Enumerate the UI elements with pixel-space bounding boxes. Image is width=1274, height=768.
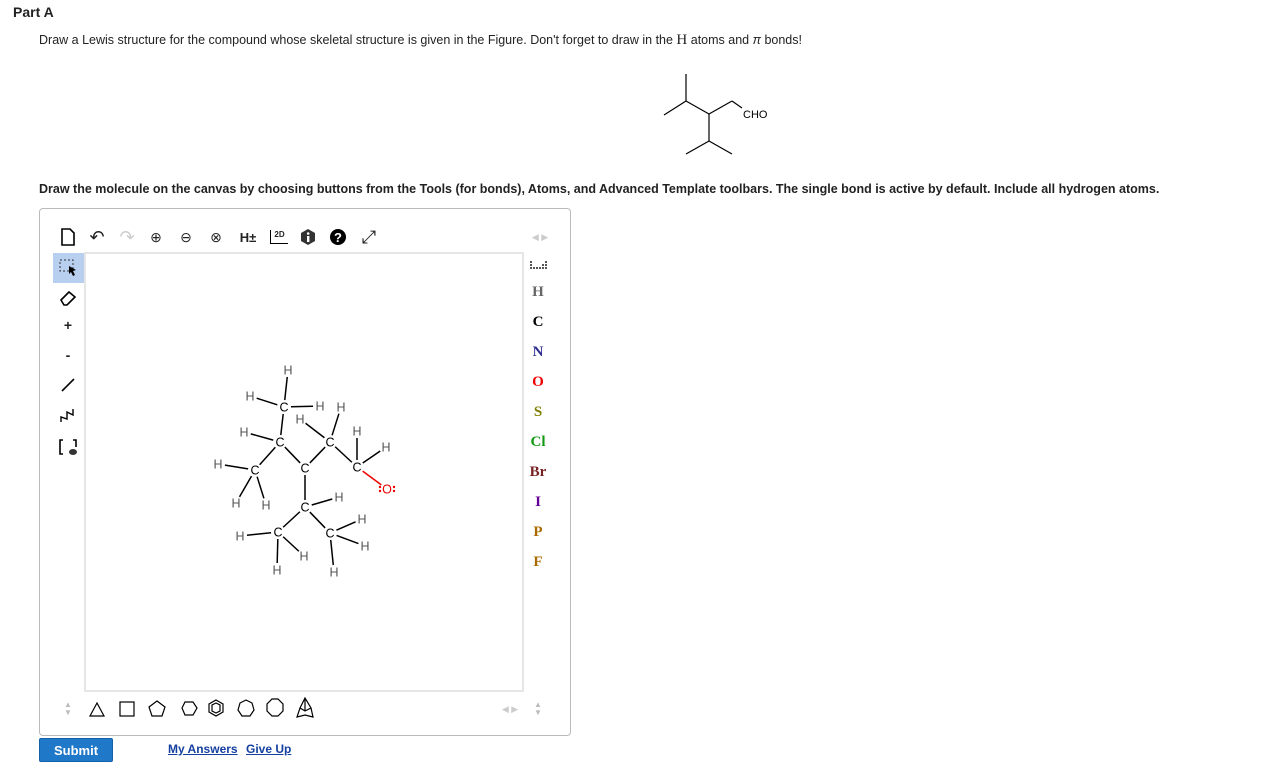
bond[interactable]: [283, 537, 299, 552]
atom-button-cl[interactable]: Cl: [530, 434, 546, 450]
zoom-reset-icon: ⊗: [210, 228, 222, 245]
hydrogen-atom[interactable]: H: [352, 424, 362, 439]
up-down-arrows-icon: ▲ ▼: [64, 700, 72, 717]
lone-pair-dot: [393, 490, 395, 492]
bond[interactable]: [337, 535, 359, 543]
bond[interactable]: [335, 447, 352, 462]
undo-icon: ↶: [89, 226, 105, 247]
hydrogen-atom[interactable]: H: [334, 490, 344, 505]
left-right-arrows-icon: ◀ ▶: [501, 703, 519, 714]
hydrogen-atom[interactable]: H: [336, 400, 346, 415]
hydrogen-atom[interactable]: H: [231, 496, 241, 511]
carbon-atom[interactable]: C: [250, 463, 260, 478]
carbon-atom[interactable]: C: [273, 525, 283, 540]
bond[interactable]: [260, 447, 276, 465]
hydrogen-atom[interactable]: H: [245, 389, 255, 404]
up-down-arrows-icon: ▲ ▼: [534, 700, 542, 717]
bond[interactable]: [257, 477, 264, 499]
bond[interactable]: [281, 414, 283, 435]
atom-button-p[interactable]: P: [533, 524, 543, 540]
carbon-atom[interactable]: C: [325, 435, 335, 450]
template-toolbar: [84, 695, 324, 721]
hydrogen-atom[interactable]: H: [235, 529, 245, 544]
atom-button-n[interactable]: N: [532, 344, 544, 360]
bond[interactable]: [310, 512, 325, 528]
carbon-atom[interactable]: C: [300, 500, 310, 515]
hydrogen-atom[interactable]: H: [239, 425, 249, 440]
zoom-in-icon: ⊕: [150, 228, 162, 245]
atom-button-h[interactable]: H: [532, 284, 544, 300]
bond[interactable]: [239, 476, 251, 497]
lewis-structure: [0, 0, 600, 700]
give-up-link[interactable]: Give Up: [246, 742, 292, 756]
instruction-text: bonds!: [760, 33, 802, 47]
hydrogen-atom[interactable]: H: [381, 440, 391, 455]
atom-button-s[interactable]: S: [533, 404, 543, 420]
carbon-atom[interactable]: C: [275, 435, 285, 450]
template-scroll-left-right[interactable]: [497, 697, 523, 721]
h-toggle-button[interactable]: H±: [239, 229, 257, 245]
cyclooctane-template[interactable]: [267, 699, 283, 716]
hydrogen-atom[interactable]: H: [213, 457, 223, 472]
instruction-pi-symbol: π: [752, 33, 761, 47]
part-title: Part A: [13, 4, 54, 20]
bond[interactable]: [251, 434, 274, 440]
cyclopentane-template[interactable]: [149, 701, 165, 716]
lone-pair-dot: [379, 486, 381, 488]
my-answers-link[interactable]: My Answers: [168, 742, 238, 756]
instruction-h-symbol: H: [676, 32, 688, 48]
clean-2d-icon: 2D: [270, 230, 287, 244]
atom-button-f[interactable]: F: [533, 554, 543, 570]
cyclopropane-template[interactable]: [90, 703, 104, 716]
bicyclo-template[interactable]: [297, 698, 313, 717]
carbon-atom[interactable]: C: [352, 460, 362, 475]
cyclohexane-template[interactable]: [182, 702, 197, 715]
bond[interactable]: [277, 539, 278, 563]
increase-charge-tool[interactable]: +: [63, 317, 73, 333]
carbon-atom[interactable]: C: [279, 400, 289, 415]
bond[interactable]: [332, 414, 339, 436]
bond[interactable]: [336, 522, 355, 530]
carbon-atom[interactable]: C: [300, 461, 310, 476]
submit-button[interactable]: Submit: [39, 738, 113, 762]
zoom-out-icon: ⊖: [180, 228, 192, 245]
bond[interactable]: [306, 423, 325, 437]
bond[interactable]: [363, 451, 380, 463]
cho-label: CHO: [743, 109, 768, 121]
hydrogen-atom[interactable]: H: [272, 563, 282, 578]
bond[interactable]: [285, 377, 287, 400]
bond[interactable]: [283, 512, 300, 527]
bond[interactable]: [257, 398, 278, 405]
hydrogen-atom[interactable]: H: [357, 512, 367, 527]
hydrogen-atom[interactable]: H: [329, 565, 339, 580]
bond[interactable]: [310, 447, 325, 463]
lone-pair-dot: [379, 490, 381, 492]
atom-scroll-up-down[interactable]: [525, 697, 551, 721]
bond[interactable]: [291, 406, 313, 407]
bond[interactable]: [331, 540, 334, 565]
template-scroll-up-down[interactable]: [55, 697, 81, 721]
bond[interactable]: [225, 465, 248, 469]
instruction-text: atoms and: [687, 33, 753, 47]
hydrogen-atom[interactable]: H: [283, 363, 293, 378]
oxygen-atom[interactable]: O: [382, 482, 392, 497]
hydrogen-atom[interactable]: H: [299, 549, 309, 564]
atom-button-c[interactable]: C: [532, 314, 544, 330]
cyclobutane-template[interactable]: [120, 702, 134, 716]
hydrogen-atom[interactable]: H: [315, 399, 325, 414]
atom-button-i[interactable]: I: [535, 494, 541, 510]
atom-button-o[interactable]: O: [532, 374, 544, 390]
benzene-template[interactable]: [209, 700, 223, 716]
skeletal-structure-figure: [650, 60, 790, 170]
hydrogen-atom[interactable]: H: [295, 412, 305, 427]
bond[interactable]: [285, 447, 300, 463]
instruction-text: Draw a Lewis structure for the compound whose skeletal structure is given in the Figure. Don't forget to draw in the: [39, 33, 677, 47]
carbon-atom[interactable]: C: [325, 526, 335, 541]
instruction-2: Draw the molecule on the canvas by choosing buttons from the Tools (for bonds), Atoms, and Advanced Template toolbars. The single bond is active by default. Include all hydrogen atoms.: [39, 182, 1160, 196]
periodic-table-icon: [529, 260, 549, 272]
atom-button-br[interactable]: Br: [529, 464, 547, 480]
bond[interactable]: [363, 471, 382, 485]
decrease-charge-tool[interactable]: -: [65, 347, 71, 363]
cycloheptane-template[interactable]: [238, 700, 254, 716]
redo-icon: ↷: [119, 226, 135, 247]
expand-icon: ⤢: [361, 226, 377, 247]
svg-text:?: ?: [334, 230, 342, 245]
hydrogen-atom[interactable]: H: [360, 539, 370, 554]
hydrogen-atom[interactable]: H: [261, 498, 271, 513]
left-right-arrows-icon: ◀ ▶: [531, 231, 549, 242]
lone-pair-dot: [393, 486, 395, 488]
periodic-table-button[interactable]: [526, 254, 552, 278]
bond[interactable]: [312, 499, 333, 505]
bond[interactable]: [247, 533, 271, 536]
